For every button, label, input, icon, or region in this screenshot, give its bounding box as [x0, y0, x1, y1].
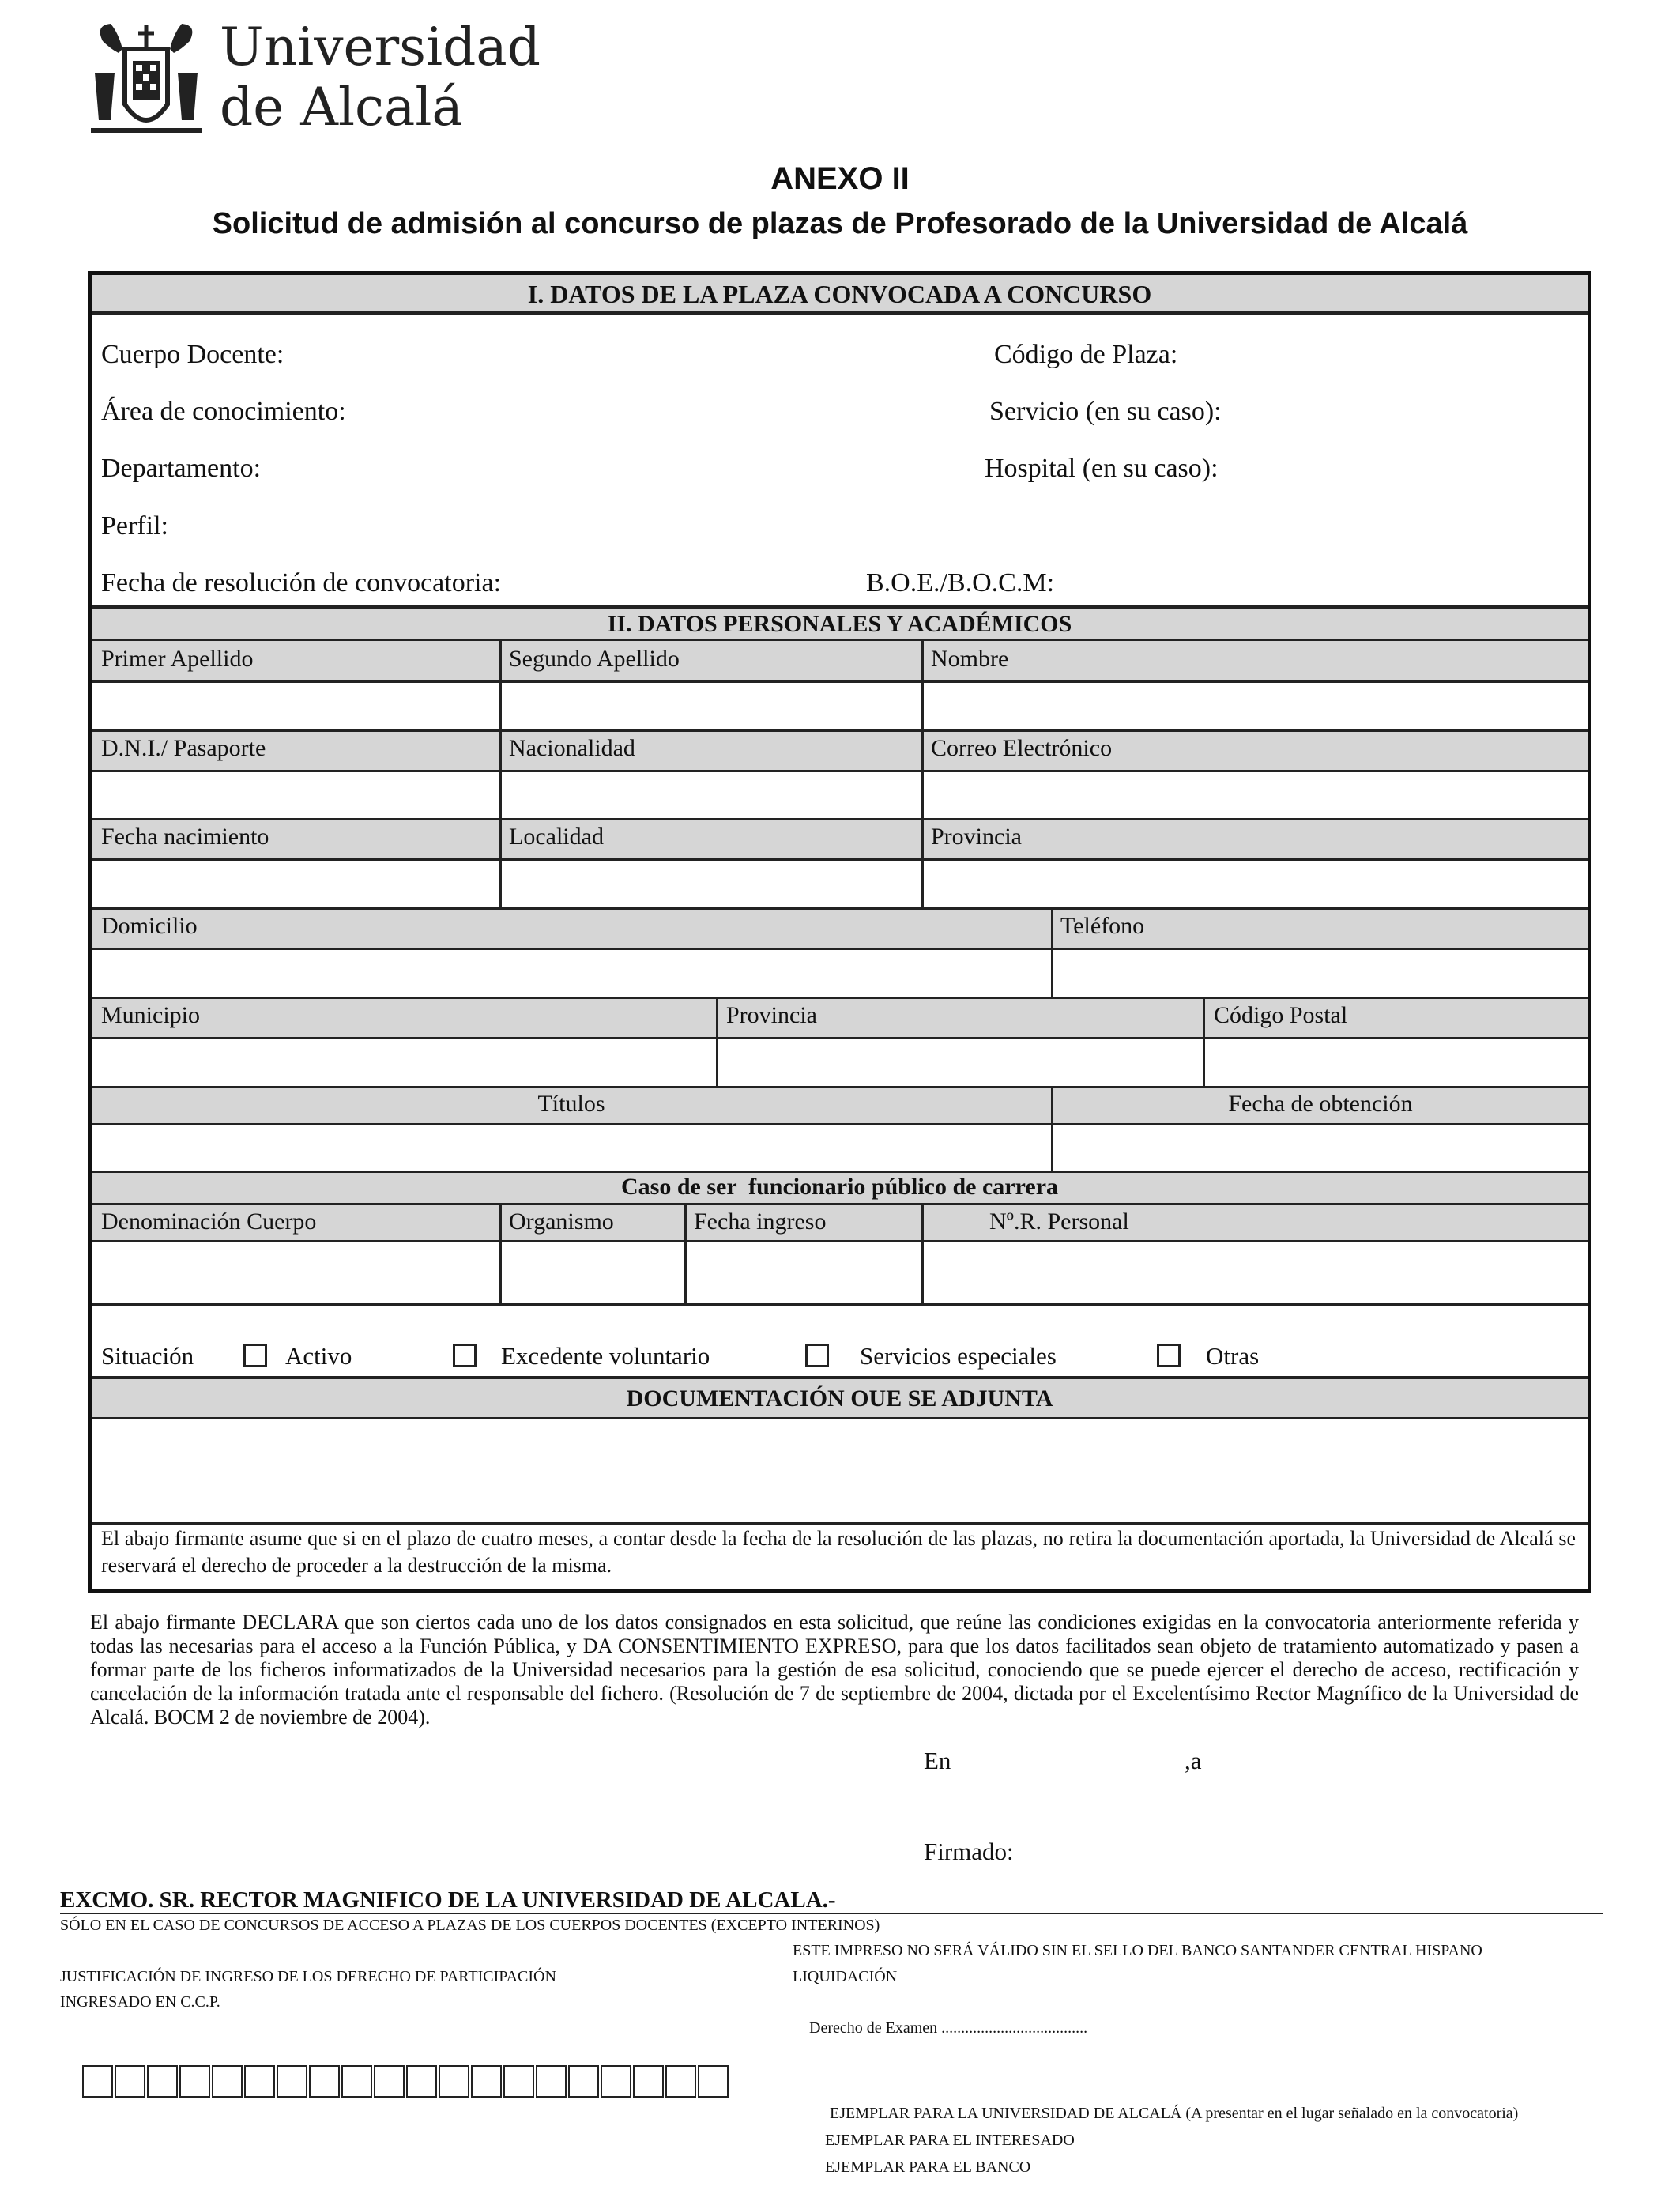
section-2-header [92, 609, 1588, 641]
provincia-2-label: Provincia [726, 1002, 817, 1028]
ccp-box[interactable] [536, 2065, 567, 2098]
liquidacion-line: LIQUIDACIÓN [793, 1968, 898, 1985]
servicios-checkbox[interactable] [805, 1344, 829, 1367]
domicilio-input[interactable] [92, 950, 1051, 997]
provincia-label: Provincia [931, 824, 1022, 850]
en-label: En [924, 1747, 951, 1774]
ccp-number-boxes[interactable] [82, 2065, 730, 2099]
ccp-box[interactable] [665, 2065, 696, 2098]
fecha-resolucion-label: Fecha de resolución de convocatoria: [101, 568, 502, 598]
ejemplar-interesado: EJEMPLAR PARA EL INTERESADO [825, 2132, 1075, 2149]
ccp-box[interactable] [115, 2065, 145, 2098]
impreso-line: ESTE IMPRESO NO SERÁ VÁLIDO SIN EL SELLO DEL BANCO SANTANDER CENTRAL HISPANO [793, 1942, 1482, 1959]
titulos-label: Títulos [537, 1091, 605, 1117]
fecha-ingreso-input[interactable] [687, 1242, 921, 1303]
departamento-label: Departamento: [101, 454, 262, 483]
application-form [88, 271, 1591, 1593]
divider [499, 641, 502, 907]
denominacion-cuerpo-label: Denominación Cuerpo [101, 1208, 317, 1235]
excedente-label: Excedente voluntario [501, 1342, 710, 1370]
section-2-title: II. DATOS PERSONALES Y ACADÉMICOS [607, 611, 1072, 637]
ccp-box[interactable] [82, 2065, 113, 2098]
ccp-box[interactable] [698, 2065, 729, 2098]
nombre-input[interactable] [924, 683, 1588, 729]
ccp-box[interactable] [601, 2065, 631, 2098]
divider [92, 1303, 1588, 1306]
logo-line-2: de Alcalá [220, 77, 463, 138]
perfil-label: Perfil: [101, 511, 168, 541]
nr-personal-input[interactable] [924, 1242, 1588, 1303]
nacionalidad-label: Nacionalidad [509, 735, 635, 761]
ccp-box[interactable] [212, 2065, 243, 2098]
a-label: ,a [1185, 1747, 1202, 1774]
servicio-label: Servicio (en su caso): [989, 397, 1222, 426]
activo-label: Activo [285, 1342, 352, 1370]
servicios-label: Servicios especiales [860, 1342, 1057, 1370]
annex-title: ANEXO II [770, 161, 910, 196]
ejemplar-universidad: EJEMPLAR PARA LA UNIVERSIDAD DE ALCALÁ (A presentar en el lugar señalado en la convocatoria) [830, 2105, 1519, 2122]
fecha-obtencion-input[interactable] [1053, 1125, 1588, 1171]
domicilio-label: Domicilio [101, 913, 198, 939]
row-1-label-band [92, 641, 1588, 680]
otras-label: Otras [1206, 1342, 1260, 1370]
nr-personal-label: Nº.R. Personal [989, 1208, 1129, 1235]
municipio-label: Municipio [101, 1002, 200, 1028]
funcionario-title: Caso de ser funcionario público de carrera [620, 1174, 1059, 1200]
boe-label: B.O.E./B.O.C.M: [866, 568, 1055, 598]
ccp-box[interactable] [633, 2065, 664, 2098]
codigo-plaza-label: Código de Plaza: [994, 340, 1178, 369]
segundo-apellido-label: Segundo Apellido [509, 646, 680, 672]
logo-line-1: Universidad [220, 17, 541, 77]
area-label: Área de conocimiento: [101, 397, 346, 426]
primer-apellido-input[interactable] [92, 683, 499, 729]
ccp-box[interactable] [568, 2065, 599, 2098]
section-1-header [92, 275, 1588, 315]
ccp-box[interactable] [439, 2065, 469, 2098]
ccp-box[interactable] [374, 2065, 405, 2098]
fecha-ingreso-label: Fecha ingreso [694, 1208, 827, 1235]
nombre-label: Nombre [931, 646, 1009, 672]
fecha-nacimiento-input[interactable] [92, 861, 499, 907]
documentacion-header [92, 1379, 1588, 1419]
row-5-label-band [92, 999, 1588, 1037]
ccp-box[interactable] [341, 2065, 372, 2098]
segundo-apellido-input[interactable] [502, 683, 921, 729]
activo-checkbox[interactable] [243, 1344, 267, 1367]
derecho-examen-line: Derecho de Examen ..................................... [809, 2019, 1088, 2037]
cuerpo-docente-label: Cuerpo Docente: [101, 340, 284, 369]
telefono-label: Teléfono [1060, 913, 1145, 939]
otras-checkbox[interactable] [1157, 1344, 1181, 1367]
documentacion-note: El abajo firmante asume que si en el plazo de cuatro meses, a contar desde la fecha de la resolución de las plazas, no retira la documentación aportada, la Universidad de Alcalá se reservará el derecho de proceder a la destrucción de la misma. [101, 1527, 1576, 1577]
dni-input[interactable] [92, 772, 499, 818]
excedente-checkbox[interactable] [453, 1344, 477, 1367]
ejemplar-banco: EJEMPLAR PARA EL BANCO [825, 2158, 1031, 2176]
dni-label: D.N.I./ Pasaporte [101, 735, 266, 761]
row-2-label-band [92, 732, 1588, 770]
ccp-box[interactable] [309, 2065, 340, 2098]
rector-line: EXCMO. SR. RECTOR MAGNIFICO DE LA UNIVERSIDAD DE ALCALA.- [60, 1887, 836, 1913]
situacion-label: Situación [101, 1342, 194, 1370]
ingresado-line: INGRESADO EN C.C.P. [60, 1993, 220, 2011]
correo-input[interactable] [924, 772, 1588, 818]
firmado-label: Firmado: [924, 1838, 1014, 1865]
codigo-postal-input[interactable] [1205, 1039, 1588, 1086]
telefono-input[interactable] [1053, 950, 1588, 997]
provincia-2-input[interactable] [718, 1039, 1203, 1086]
ccp-box[interactable] [406, 2065, 437, 2098]
section-1-title: I. DATOS DE LA PLAZA CONVOCADA A CONCURSO [527, 280, 1152, 308]
nacionalidad-input[interactable] [502, 772, 921, 818]
justificacion-line: JUSTIFICACIÓN DE INGRESO DE LOS DERECHO DE PARTICIPACIÓN [60, 1968, 556, 1985]
ccp-box[interactable] [244, 2065, 275, 2098]
divider [92, 1522, 1588, 1525]
row-3-label-band [92, 820, 1588, 858]
correo-label: Correo Electrónico [931, 735, 1113, 761]
hospital-label: Hospital (en su caso): [985, 454, 1219, 483]
documentacion-title: DOCUMENTACIÓN OUE SE ADJUNTA [626, 1385, 1053, 1412]
organismo-input[interactable] [502, 1242, 684, 1303]
ccp-box[interactable] [147, 2065, 178, 2098]
row-4-label-band [92, 910, 1588, 948]
solo-line: SÓLO EN EL CASO DE CONCURSOS DE ACCESO A PLAZAS DE LOS CUERPOS DOCENTES (EXCEPTO INTERINOS) [60, 1917, 880, 1934]
organismo-label: Organismo [509, 1208, 614, 1235]
primer-apellido-label: Primer Apellido [101, 646, 254, 672]
denominacion-cuerpo-input[interactable] [92, 1242, 499, 1303]
localidad-input[interactable] [502, 861, 921, 907]
ccp-box[interactable] [503, 2065, 534, 2098]
ccp-box[interactable] [471, 2065, 502, 2098]
university-crest-icon [87, 17, 205, 144]
fecha-nacimiento-label: Fecha nacimiento [101, 824, 269, 850]
ccp-box[interactable] [277, 2065, 307, 2098]
fecha-obtencion-label: Fecha de obtención [1228, 1091, 1413, 1117]
documentacion-input[interactable] [92, 1419, 1588, 1522]
municipio-input[interactable] [92, 1039, 716, 1086]
titulos-input[interactable] [92, 1125, 1051, 1171]
localidad-label: Localidad [509, 824, 604, 850]
provincia-input[interactable] [924, 861, 1588, 907]
codigo-postal-label: Código Postal [1214, 1002, 1348, 1028]
ccp-box[interactable] [179, 2065, 210, 2098]
divider [921, 641, 924, 907]
declaration-text: El abajo firmante DECLARA que son ciertos cada uno de los datos consignados en esta solicitud, que reúne las condiciones exigidas en la convocatoria anteriormente referida y todas las necesarias para el acceso a la Función Pública, y DA CONSENTIMIENTO EXPRESO, para que los datos facilitados sean objeto de tratamiento automatizado y pasen a formar parte de los ficheros informatizados de la Universidad necesarios para la gestión de esa solicitud, conociendo que se puede ejercer el derecho de acceso, rectificación y cancelación de la información tratada ante el responsable del fichero. (Resolución de 7 de septiembre de 2004, dictada por el Excelentísimo Rector Magnífico de la Universidad de Alcalá. BOCM 2 de noviembre de 2004). [90, 1611, 1579, 1728]
form-subtitle: Solicitud de admisión al concurso de plazas de Profesorado de la Universidad de Alcalá [212, 207, 1468, 240]
divider [60, 1913, 1603, 1914]
